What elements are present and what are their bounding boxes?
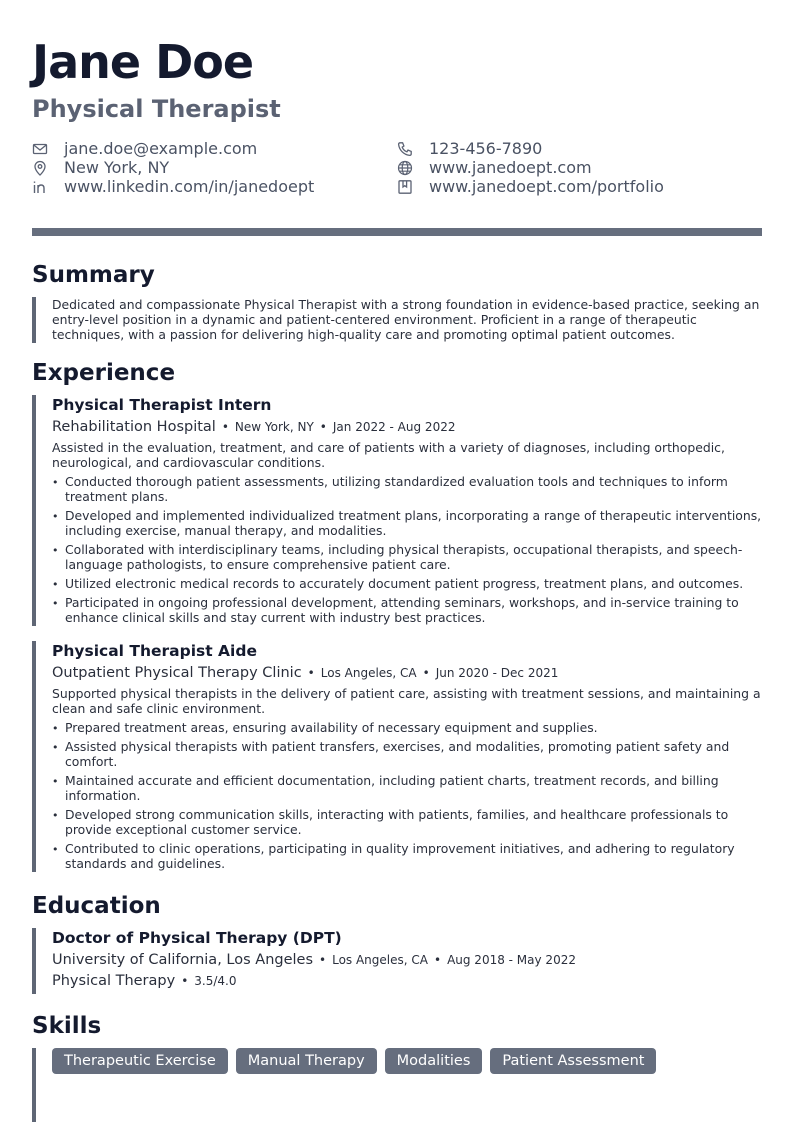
job-entry [32, 395, 764, 626]
summary-block [32, 297, 764, 343]
phone-icon [397, 141, 413, 157]
linkedin-icon [32, 179, 48, 195]
map-pin-icon [32, 160, 48, 176]
location-text: New York, NY [64, 158, 170, 177]
education-entry [32, 928, 764, 994]
summary-text: Dedicated and compassionate Physical Therapist with a strong foundation in evidence-based practice, seeking an entry-level position in a dynamic and patient-centered environment. Proficient in a range of therapeutic techniques, with a passion for delivering high-quality care and promoting optimal patient outcomes. [52, 297, 760, 342]
field-of-study: Physical Therapy [52, 973, 176, 989]
skill-tag: Therapeutic Exercise [52, 1048, 228, 1074]
separator-dot: • [319, 420, 327, 434]
job-location: New York, NY [234, 420, 314, 434]
list-item: • Utilized electronic medical records to accurately document patient progress, treatment plans, and outcomes. [52, 576, 764, 591]
job-title: Physical Therapist Aide [52, 642, 257, 660]
list-item: • Participated in ongoing professional development, attending seminars, workshops, and in-service training to enhance clinical skills and stay current with industry best practices. [52, 595, 764, 625]
separator-dot: • [319, 953, 327, 967]
list-item: • Conducted thorough patient assessments, utilizing standardized evaluation tools and techniques to inform treatment plans. [52, 474, 764, 504]
list-item: • Contributed to clinic operations, participating in quality improvement initiatives, and adhering to regulatory standards and guidelines. [52, 841, 764, 871]
separator-dot: • [307, 666, 315, 680]
linkedin-text[interactable]: www.linkedin.com/in/janedoept [64, 177, 315, 196]
email-text[interactable]: jane.doe@example.com [64, 139, 258, 158]
experience-heading: Experience [32, 360, 176, 386]
job-dates: Jan 2022 - Aug 2022 [332, 420, 456, 434]
contact-website[interactable] [397, 158, 592, 177]
skills-heading: Skills [32, 1013, 102, 1039]
skills-list [36, 1048, 764, 1074]
school-name: University of California, Los Angeles [52, 952, 314, 968]
list-item: • Developed and implemented individualized treatment plans, incorporating a range of therapeutic interventions, including exercise, manual therapy, and modalities. [52, 508, 764, 538]
gpa: 3.5/4.0 [194, 974, 237, 988]
separator-dot: • [422, 666, 430, 680]
phone-text[interactable]: 123-456-7890 [429, 139, 543, 158]
company-name: Outpatient Physical Therapy Clinic [52, 665, 302, 681]
skill-tag: Manual Therapy [236, 1048, 377, 1074]
website-text[interactable]: www.janedoept.com [429, 158, 592, 177]
list-item: • Developed strong communication skills, interacting with patients, families, and healthcare professionals to provide exceptional customer service. [52, 807, 764, 837]
mail-icon [32, 141, 48, 157]
job-description: Supported physical therapists in the delivery of patient care, assisting with treatment sessions, and maintaining a clean and safe clinic environment. [52, 686, 761, 716]
contact-location [32, 158, 169, 177]
contact-portfolio[interactable] [397, 177, 664, 196]
contact-phone[interactable] [397, 139, 542, 158]
list-item: • Assisted physical therapists with patient transfers, exercises, and modalities, promoting patient safety and comfort. [52, 739, 764, 769]
job-bullets [52, 474, 764, 625]
job-entry [32, 641, 764, 872]
globe-icon [397, 160, 413, 176]
contact-email[interactable] [32, 139, 257, 158]
job-dates: Jun 2020 - Dec 2021 [435, 666, 559, 680]
list-item: • Prepared treatment areas, ensuring availability of necessary equipment and supplies. [52, 720, 764, 735]
list-item: • Collaborated with interdisciplinary teams, including physical therapists, occupational therapists, and speech-language pathologists, to ensure comprehensive patient care. [52, 542, 764, 572]
job-meta [52, 418, 764, 436]
list-item: • Maintained accurate and efficient documentation, including patient charts, treatment records, and billing information. [52, 773, 764, 803]
job-description: Assisted in the evaluation, treatment, and care of patients with a variety of diagnoses, including orthopedic, neurological, and cardiovascular conditions. [52, 440, 725, 470]
candidate-name: Jane Doe [32, 35, 254, 89]
skills-block [32, 1048, 764, 1122]
portfolio-text[interactable]: www.janedoept.com/portfolio [429, 177, 664, 196]
job-title: Physical Therapist Intern [52, 396, 272, 414]
job-meta [52, 664, 764, 682]
education-heading: Education [32, 893, 161, 919]
skill-tag: Modalities [385, 1048, 483, 1074]
summary-heading: Summary [32, 262, 155, 288]
education-meta [52, 951, 764, 969]
school-location: Los Angeles, CA [332, 953, 428, 967]
separator-dot: • [221, 420, 229, 434]
contact-linkedin[interactable] [32, 177, 314, 196]
separator-dot: • [433, 953, 442, 967]
separator-dot: • [181, 974, 189, 988]
header-divider [32, 228, 762, 236]
education-field [52, 972, 764, 990]
portfolio-icon [397, 179, 413, 195]
job-bullets [52, 720, 764, 871]
skill-tag: Patient Assessment [490, 1048, 656, 1074]
education-dates: Aug 2018 - May 2022 [447, 953, 576, 967]
candidate-title: Physical Therapist [32, 95, 281, 123]
degree-title: Doctor of Physical Therapy (DPT) [52, 929, 342, 947]
company-name: Rehabilitation Hospital [52, 419, 216, 435]
job-location: Los Angeles, CA [320, 666, 417, 680]
